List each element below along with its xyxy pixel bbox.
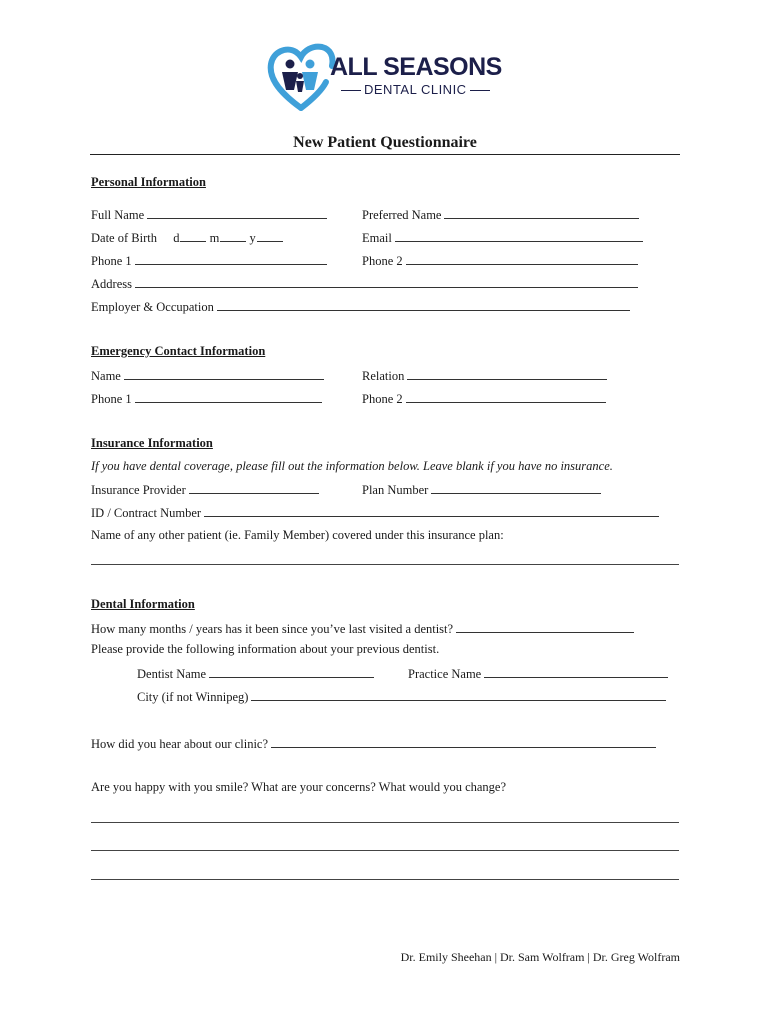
practice-name-field[interactable]: Practice Name <box>408 665 668 682</box>
emergency-heading: Emergency Contact Information <box>91 344 266 358</box>
smile-question: Are you happy with you smile? What are your concerns? What would you change? <box>91 780 507 794</box>
emergency-relation-field[interactable]: Relation <box>362 367 607 384</box>
dob-field[interactable]: Date of Birth d m y <box>91 229 283 246</box>
phone2-field[interactable]: Phone 2 <box>362 252 638 269</box>
emergency-phone1-field[interactable]: Phone 1 <box>91 390 322 407</box>
last-visit-field[interactable]: How many months / years has it been since you’ve last visited a dentist? <box>91 620 634 637</box>
logo-main-text: ALL SEASONS <box>330 53 502 81</box>
clinic-logo <box>266 42 506 114</box>
dental-heading: Dental Information <box>91 597 195 611</box>
phone1-field[interactable]: Phone 1 <box>91 252 327 269</box>
insurance-heading: Insurance Information <box>91 436 213 450</box>
emergency-name-field[interactable]: Name <box>91 367 324 384</box>
smile-answer-line-2[interactable] <box>91 850 679 851</box>
insurance-note: If you have dental coverage, please fill out the information below. Leave blank if you have no insurance. <box>91 459 613 473</box>
page-title: New Patient Questionnaire <box>293 134 477 151</box>
contract-number-field[interactable]: ID / Contract Number <box>91 504 659 521</box>
city-field[interactable]: City (if not Winnipeg) <box>137 688 666 705</box>
other-patient-label: Name of any other patient (ie. Family Member) covered under this insurance plan: <box>91 528 504 542</box>
email-field[interactable]: Email <box>362 229 643 246</box>
personal-heading: Personal Information <box>91 175 206 189</box>
smile-answer-line-1[interactable] <box>91 822 679 823</box>
plan-number-field[interactable]: Plan Number <box>362 481 601 498</box>
smile-answer-line-3[interactable] <box>91 879 679 880</box>
logo-sub-text: DENTAL CLINIC <box>338 82 493 97</box>
preferred-name-field[interactable]: Preferred Name <box>362 206 639 223</box>
title-rule <box>90 154 680 155</box>
emergency-phone2-field[interactable]: Phone 2 <box>362 390 606 407</box>
employer-field[interactable]: Employer & Occupation <box>91 298 630 315</box>
previous-dentist-label: Please provide the following information about your previous dentist. <box>91 642 440 656</box>
dentist-name-field[interactable]: Dentist Name <box>137 665 374 682</box>
insurance-provider-field[interactable]: Insurance Provider <box>91 481 319 498</box>
address-field[interactable]: Address <box>91 275 638 292</box>
hear-about-field[interactable]: How did you hear about our clinic? <box>91 735 656 752</box>
full-name-field[interactable]: Full Name <box>91 206 327 223</box>
other-patient-line[interactable] <box>91 564 679 565</box>
heart-family-logo-icon <box>266 42 336 114</box>
doctors-footer: Dr. Emily Sheehan | Dr. Sam Wolfram | Dr. Greg Wolfram <box>400 950 680 964</box>
